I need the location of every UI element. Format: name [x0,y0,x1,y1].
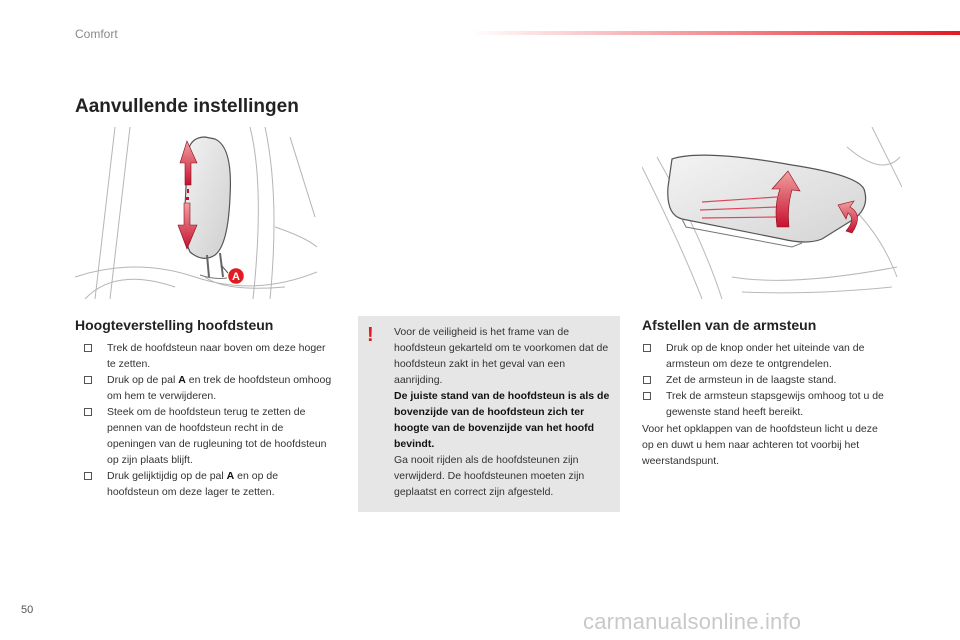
armrest-note: Voor het opklappen van de hoofdsteun licht u deze op en duwt u hem naar achteren tot voorbij het weerstandspunt. [642,423,878,467]
armrest-steps [643,340,903,420]
list-item-text: en op de hoofdsteun om deze lager te zetten. [107,470,279,498]
list-item-text: Trek de armsteun stapsgewijs omhoog tot u de gewenste stand heeft bereikt. [666,390,884,418]
warning-text-2: De juiste stand van de hoofdsteun is als de bovenzijde van de hoofdsteun zich ter hoogte van de bovenzijde van het hoofd bevindt. [394,390,610,450]
warning-text-1: Voor de veiligheid is het frame van de hoofdsteun gekarteld om te voorkomen dat de hoofdsteun zakt in het geval van een aanrijding. [394,326,609,386]
list-item [643,372,903,388]
header-accent-bar [470,31,960,35]
checkbox-bullet-icon [84,344,92,352]
armrest-illustration [642,127,902,299]
warning-text-3: Ga nooit rijden als de hoofdsteunen zijn verwijderd. De hoofdsteunen moeten zijn geplaatst en correct zijn afgesteld. [394,454,585,498]
headrest-steps [84,340,332,500]
marker-a [228,268,245,285]
page-number: 50 [21,604,34,616]
section-label: Comfort [75,27,118,41]
list-item [643,340,903,372]
headrest-section-title: Hoogteverstelling hoofdsteun [75,317,274,333]
list-item [84,372,332,404]
list-item-text: A [226,470,235,482]
checkbox-bullet-icon [84,472,92,480]
list-item-text: Druk op de knop onder het uiteinde van de armsteun om deze te ontgrendelen. [666,342,865,370]
checkbox-bullet-icon [84,408,92,416]
page-title: Aanvullende instellingen [75,96,299,117]
list-item-text: Zet de armsteun in de laagste stand. [666,374,837,386]
list-item [84,404,332,468]
checkbox-bullet-icon [643,376,651,384]
list-item-text: Steek om de hoofdsteun terug te zetten de pennen van de hoofdsteun recht in de openingen van de rugleuning tot de hoofdsteun op zijn plaats blijft. [107,406,327,466]
headrest-illustration [75,127,317,299]
watermark: carmanualsonline.info [583,609,802,634]
list-item-text: Druk op de pal [107,374,179,386]
marker-a-label: A [232,271,240,283]
list-item-text: Druk gelijktijdig op de pal [107,470,227,482]
armrest-section-title: Afstellen van de armsteun [642,317,817,333]
list-item-text: A [178,374,186,386]
checkbox-bullet-icon [84,376,92,384]
list-item [84,340,332,372]
checkbox-bullet-icon [643,392,651,400]
warning-icon: ! [367,324,374,346]
list-item-text: Trek de hoofdsteun naar boven om deze hoger te zetten. [107,342,326,370]
list-item [643,388,903,420]
list-item [84,468,332,500]
list-item-text: en trek de hoofdsteun omhoog om hem te verwijderen. [107,374,332,402]
warning-box [358,316,620,512]
checkbox-bullet-icon [643,344,651,352]
